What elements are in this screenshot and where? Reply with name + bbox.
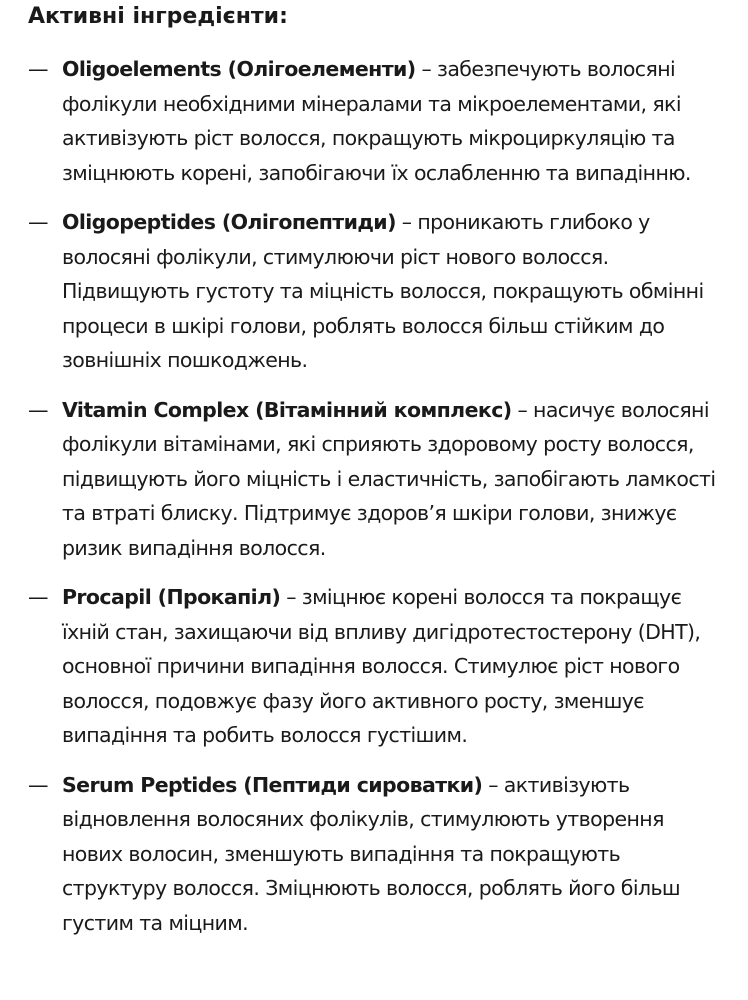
ingredient-name: Procapil (Прокапіл) bbox=[62, 585, 281, 609]
ingredient-name: Serum Peptides (Пептиди сироватки) bbox=[62, 772, 483, 797]
ingredient-item-vitamin-complex bbox=[28, 393, 720, 566]
ingredient-name: Oligopeptides (Олігопептиди) bbox=[62, 210, 396, 234]
list-dash: — bbox=[28, 772, 48, 797]
section-heading: Активні інгредієнти: bbox=[28, 4, 288, 29]
ingredient-description: – насичує волосяні фолікули вітамінами, які сприяють здоровому росту волосся, підвищують його міцність і еластичність, запобігають ламкості та втраті блиску. Підтримує здоров’я шкіри голови, знижує ризик випадіння волосся. bbox=[62, 397, 716, 560]
ingredient-description: – зміцнює корені волосся та покращує їхній стан, захищаючи від впливу дигідротестостерону (DHT), основної причини випадіння волосся. Стимулює ріст нового волосся, подовжує фазу його активного росту, зменшує випадіння та робить волосся густішим. bbox=[62, 585, 701, 747]
ingredient-item-serum-peptides bbox=[28, 768, 720, 941]
ingredient-item-procapil bbox=[28, 580, 720, 753]
list-dash: — bbox=[28, 210, 48, 234]
list-dash: — bbox=[28, 57, 48, 81]
list-dash: — bbox=[28, 585, 48, 609]
ingredient-description: – активізують відновлення волосяних фолікулів, стимулюють утворення нових волосин, зменшують випадіння та покращують структуру волосся. Зміцнюють волосся, роблять його більш густим та міцним. bbox=[62, 772, 681, 935]
list-dash: — bbox=[28, 397, 48, 422]
ingredient-name: Oligoelements (Олігоелементи) bbox=[62, 57, 416, 81]
ingredient-item-oligopeptides bbox=[28, 205, 720, 378]
ingredient-list bbox=[28, 52, 720, 940]
ingredient-description: – проникають глибоко у волосяні фолікули, стимулюючи ріст нового волосся. Підвищують густоту та міцність волосся, покращують обмінні процеси в шкірі голови, роблять волосся більш стійким до зовнішніх пошкоджень. bbox=[62, 210, 704, 372]
ingredient-description: – забезпечують волосяні фолікули необхідними мінералами та мікроелементами, які активізують ріст волосся, покращують мікроциркуляцію та зміцнюють корені, запобігаючи їх ослабленню та випадінню. bbox=[62, 57, 691, 185]
ingredient-name: Vitamin Complex (Вітамінний комплекс) bbox=[62, 397, 512, 422]
ingredient-item-oligoelements bbox=[28, 52, 720, 190]
